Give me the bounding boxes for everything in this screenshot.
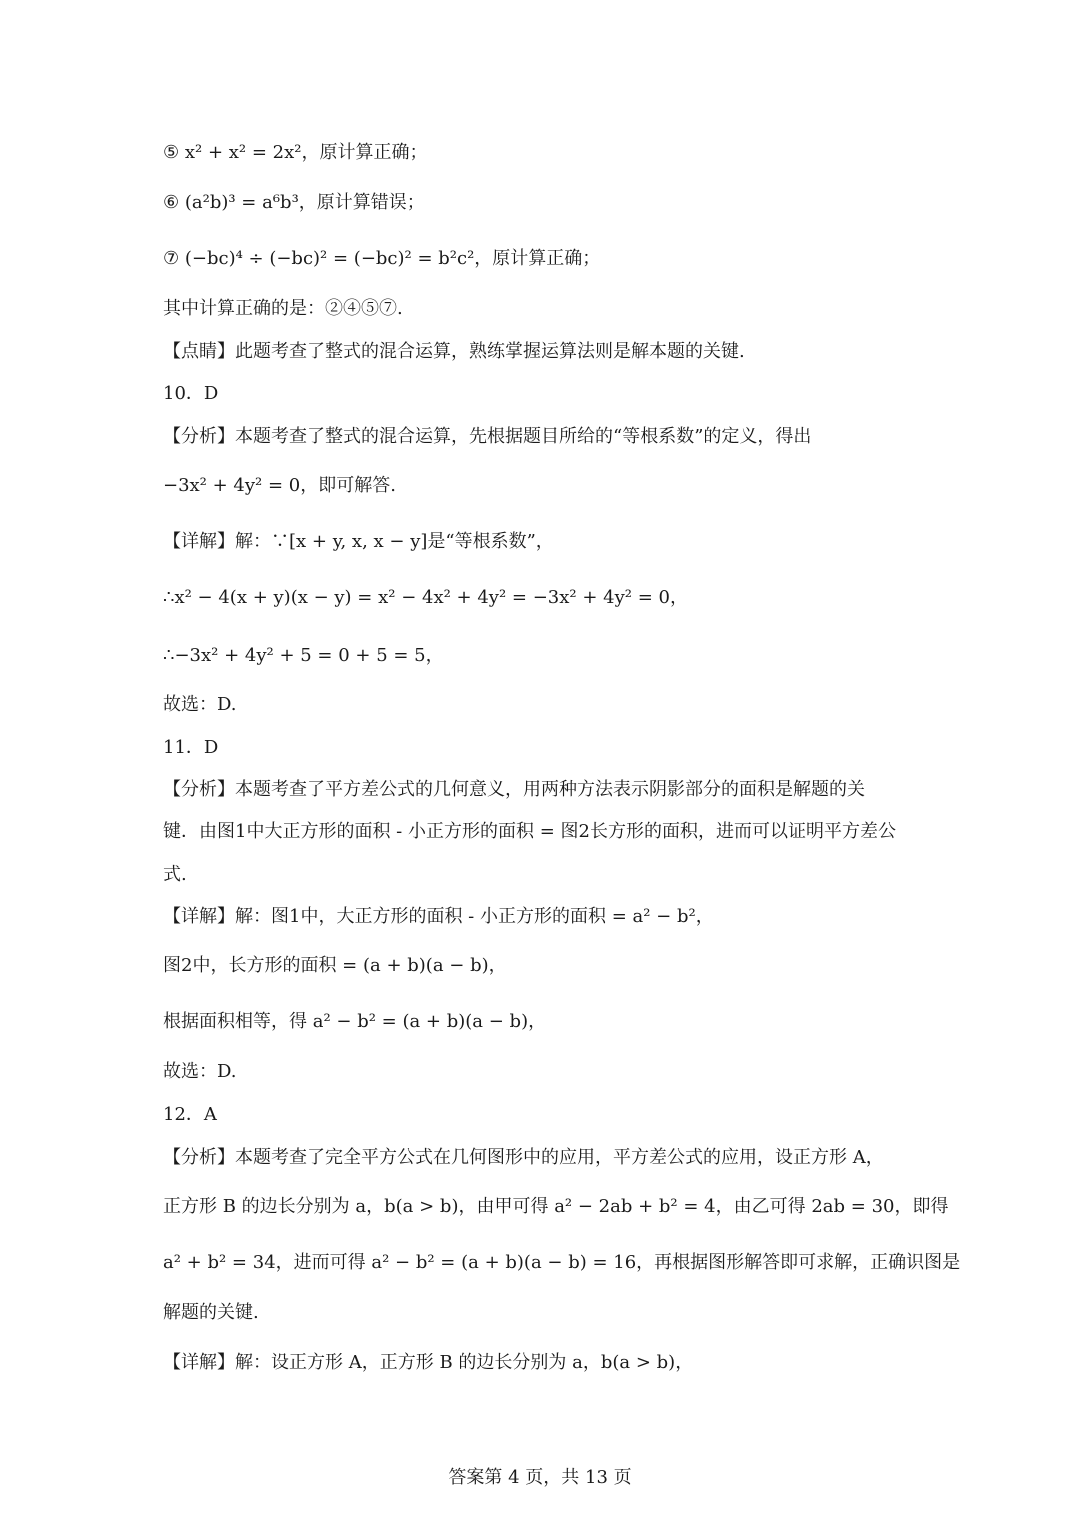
question-answer-heading: 11．D [163, 737, 219, 758]
text-line: 图2中，长方形的面积 = (a + b)(a − b)， [163, 955, 507, 976]
question-answer-heading: 12．A [163, 1104, 217, 1125]
text-line: 根据面积相等，得 a² − b² = (a + b)(a − b)， [163, 1011, 547, 1032]
text-line: 键．由图1中大正方形的面积 - 小正方形的面积 = 图2长方形的面积，进而可以证明平方差公 [163, 821, 896, 842]
text-line: ⑥ (a²b)³ = a⁶b³，原计算错误； [163, 192, 425, 213]
text-line: 式. [163, 864, 187, 885]
answer-choice: 故选：D. [163, 694, 237, 715]
text-line: a² + b² = 34，进而可得 a² − b² = (a + b)(a − b) = 16，再根据图形解答即可求解，正确识图是 [163, 1252, 961, 1273]
text-line: 解题的关键. [163, 1302, 259, 1323]
page-footer: 答案第 4 页，共 13 页 [448, 1467, 632, 1488]
text-line: ⑤ x² + x² = 2x²，原计算正确； [163, 142, 428, 163]
text-line: 其中计算正确的是：②④⑤⑦. [163, 298, 403, 319]
text-line: ∴x² − 4(x + y)(x − y) = x² − 4x² + 4y² = −3x² + 4y² = 0， [163, 587, 688, 608]
text-line: 正方形 B 的边长分别为 a，b(a > b)，由甲可得 a² − 2ab + b² = 4，由乙可得 2ab = 30，即得 [163, 1196, 949, 1217]
text-line: −3x² + 4y² = 0，即可解答. [163, 475, 396, 496]
detail-solution: 【详解】解：设正方形 A，正方形 B 的边长分别为 a，b(a > b)， [163, 1352, 694, 1373]
question-answer-heading: 10．D [163, 383, 219, 404]
analysis-paragraph: 【分析】本题考查了完全平方公式在几何图形中的应用，平方差公式的应用，设正方形 A， [163, 1147, 884, 1168]
detail-solution: 【详解】解：图1中，大正方形的面积 - 小正方形的面积 = a² − b²， [163, 906, 714, 927]
answer-choice: 故选：D. [163, 1061, 237, 1082]
key-point-note: 【点睛】此题考查了整式的混合运算，熟练掌握运算法则是解本题的关键. [163, 341, 745, 362]
analysis-paragraph: 【分析】本题考查了整式的混合运算，先根据题目所给的“等根系数”的定义，得出 [163, 426, 812, 447]
detail-solution: 【详解】解：∵[x + y, x, x − y]是“等根系数”， [163, 531, 554, 552]
analysis-paragraph: 【分析】本题考查了平方差公式的几何意义，用两种方法表示阴影部分的面积是解题的关 [163, 779, 865, 800]
text-line: ⑦ (−bc)⁴ ÷ (−bc)² = (−bc)² = b²c²，原计算正确； [163, 248, 601, 269]
text-line: ∴−3x² + 4y² + 5 = 0 + 5 = 5， [163, 645, 444, 666]
